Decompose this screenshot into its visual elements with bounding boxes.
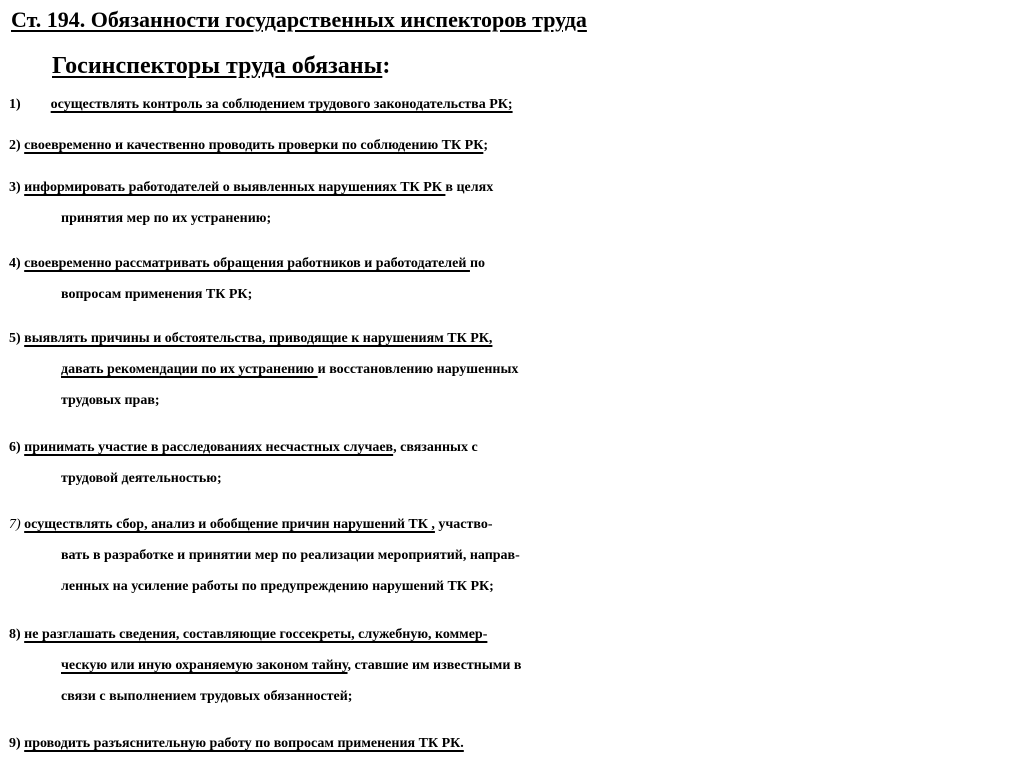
list-item-1 — [9, 89, 1017, 120]
item-text: своевременно рассматривать обращения работников и работодателей — [24, 256, 470, 271]
item-text-continuation: вопросам применения ТК РК; — [61, 287, 253, 302]
item-number: 5) — [9, 331, 21, 346]
item-number: 9) — [9, 736, 21, 751]
item-text-tail: и восстановлению нарушенных — [317, 362, 519, 377]
item-number: 7) — [9, 517, 21, 532]
page-title: Ст. 194. Обязанности государственных инспекторов труда — [11, 7, 587, 32]
list-item-3 — [9, 172, 1017, 234]
item-number: 2) — [9, 138, 21, 153]
item-text-continuation: давать рекомендации по их устранению — [61, 362, 318, 377]
item-text: осуществлять контроль за соблюдением трудового законодательства РК; — [50, 97, 513, 112]
item-text-continuation: трудовой деятельностью; — [61, 471, 222, 486]
list-item-6 — [9, 432, 1017, 494]
item-text: своевременно и качественно проводить проверки по соблюдению ТК РК — [24, 138, 484, 153]
item-text: информировать работодателей о выявленных нарушениях ТК РК — [24, 180, 446, 195]
item-text-tail: в целях — [445, 180, 494, 195]
list-item-2 — [9, 130, 1017, 161]
item-text-continuation: вать в разработке и принятии мер по реализации мероприятий, направ- — [61, 548, 520, 563]
item-text-tail: , связанных с — [393, 440, 478, 455]
item-text: проводить разъяснительную работу по вопросам применения ТК РК. — [24, 736, 464, 751]
item-number: 3) — [9, 180, 21, 195]
item-text-tail: участво- — [434, 517, 493, 532]
item-text-continuation: связи с выполнением трудовых обязанностей; — [61, 689, 353, 704]
list-item-7 — [9, 509, 1017, 602]
subtitle — [52, 51, 390, 81]
item-text-continuation: ленных на усиление работы по предупреждению нарушений ТК РК; — [61, 579, 494, 594]
item-text: принимать участие в расследованиях несчастных случаев — [24, 440, 394, 455]
item-text-tail: по — [469, 256, 486, 271]
item-number: 8) — [9, 627, 21, 642]
item-text-continuation: ческую или иную охраняемую законом тайну — [61, 658, 348, 673]
item-text-tail: , ставшие им известными в — [347, 658, 522, 673]
item-text: осуществлять сбор, анализ и обобщение причин нарушений ТК , — [24, 517, 435, 532]
item-text-tail: ; — [483, 138, 489, 153]
item-number: 6) — [9, 440, 21, 455]
item-text-continuation: трудовых прав; — [61, 393, 160, 408]
subtitle-text: Госинспекторы труда обязаны — [52, 53, 383, 79]
list-item-5 — [9, 323, 1017, 416]
item-number: 4) — [9, 256, 21, 271]
item-text-continuation: принятия мер по их устранению; — [61, 211, 272, 226]
list-item-9 — [9, 728, 1017, 759]
item-text: не разглашать сведения, составляющие госсекреты, служебную, коммер- — [24, 627, 488, 642]
list-item-4 — [9, 248, 1017, 310]
item-text: выявлять причины и обстоятельства, приводящие к нарушениям ТК РК, — [24, 331, 493, 346]
list-item-8 — [9, 619, 1017, 712]
item-number: 1) — [9, 97, 21, 112]
subtitle-colon: : — [382, 53, 391, 79]
